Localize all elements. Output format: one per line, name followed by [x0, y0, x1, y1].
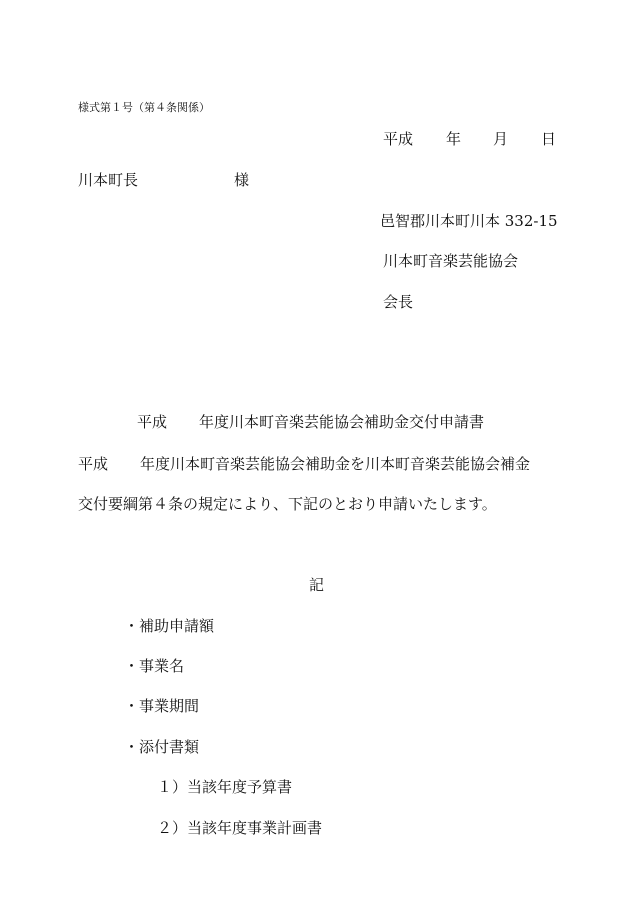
applicant-address: 邑智郡川本町川本 332-15: [380, 212, 558, 230]
ki-heading: 記: [309, 576, 325, 594]
item-project-name: ・事業名: [124, 657, 185, 675]
attachment-2-number: ２）: [157, 819, 188, 837]
item-project-period: ・事業期間: [124, 697, 200, 715]
date-year: 年: [446, 130, 462, 148]
date-month: 月: [493, 130, 509, 148]
item-attachments: ・添付書類: [124, 738, 200, 756]
date-era: 平成: [383, 130, 414, 148]
applicant-title: 会長: [383, 293, 414, 311]
form-number: 様式第１号（第４条関係）: [78, 101, 210, 114]
addressee-name: 川本町長: [78, 171, 139, 189]
attachment-2-text: 当該年度事業計画書: [187, 819, 323, 837]
body-line-2: 交付要綱第４条の規定により、下記のとおり申請いたします。: [78, 495, 497, 513]
document-title-era: 平成: [137, 413, 168, 431]
addressee-honorific: 様: [234, 171, 250, 189]
attachment-1-text: 当該年度予算書: [187, 778, 293, 796]
item-subsidy-amount: ・補助申請額: [124, 617, 215, 635]
body-line-1: 年度川本町音楽芸能協会補助金を川本町音楽芸能協会補金: [140, 455, 531, 473]
date-line: [0, 130, 630, 148]
document-title: 年度川本町音楽芸能協会補助金交付申請書: [199, 413, 485, 431]
applicant-organization: 川本町音楽芸能協会: [383, 252, 519, 270]
date-day: 日: [541, 130, 557, 148]
attachment-1-number: １）: [157, 778, 188, 796]
body-era: 平成: [78, 455, 109, 473]
